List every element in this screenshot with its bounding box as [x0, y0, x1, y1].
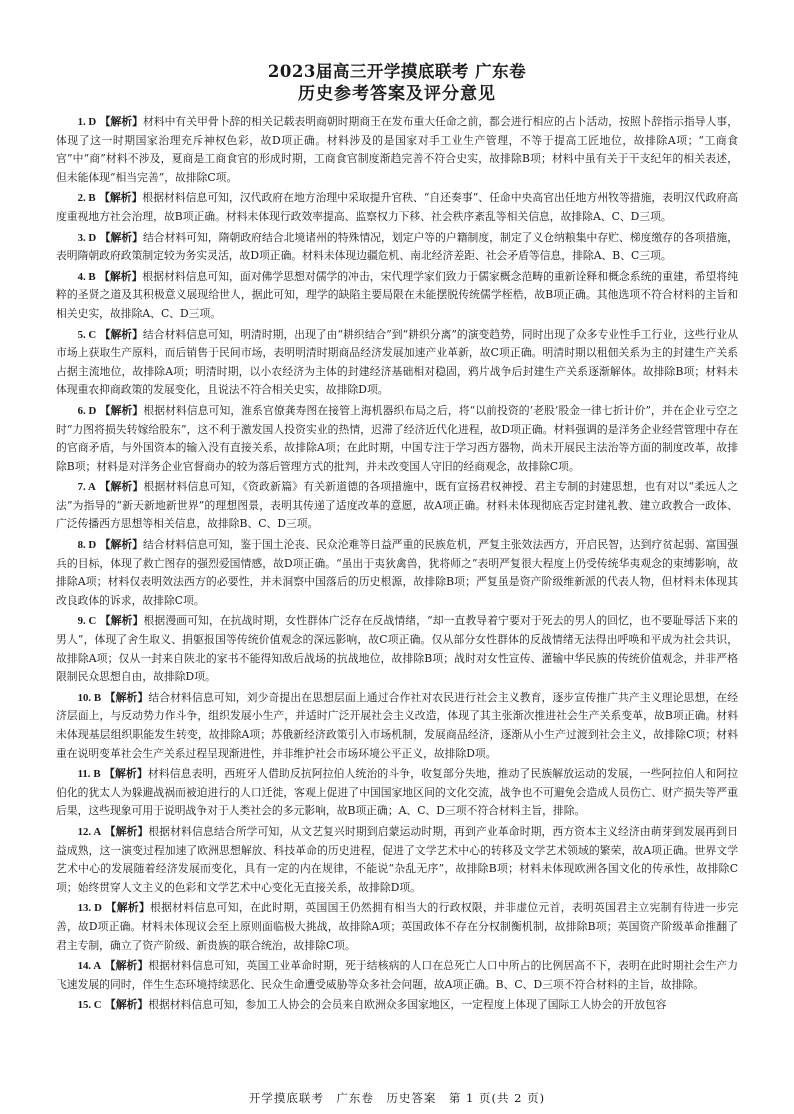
answer-explanation: 材料信息表明，西班牙人借助反抗阿拉伯人统治的斗争，收复部分失地，推动了民族解放运动的发展，一些阿拉伯人和阿拉伯化的犹太人为躲避战祸而被迫进行的人口迁徙，客观上促进了中国国家地区间的文化交流，战争也不可避免会造成人员伤亡、财产损失等严重后果，这些现象可用于说明战争对于人类社会的多元影响，故B项正确；A、C、D三项不符合材料主旨，排除。: [56, 767, 739, 818]
answer-number: 5. C: [77, 328, 97, 341]
exam-title: 2023届高三开学摸底联考 广东卷: [267, 62, 527, 81]
answer-item: [56, 402, 738, 476]
answer-number: 12. A: [77, 825, 102, 838]
answer-item: [56, 326, 738, 400]
analysis-tag: 【解析】: [105, 998, 149, 1012]
page-footer: 开学摸底联考 广东卷 历史答案 第 1 页(共 2 页): [248, 1091, 546, 1105]
answer-explanation: 根据材料信息可知，在此时期，英国国王仍然拥有相当大的行政权限，并非虚位元首，表明英国君主立宪制有待进一步完善，故D项正确。材料未体现议会至上原则面临极大挑战，故排除A项；英国政体不存在分权制衡机制，故排除B项；英国资产阶级革命推翻了君主专制，确立了资产阶级、新贵族的联合统治，故排除C项。: [56, 901, 739, 952]
analysis-tag: 【解析】: [99, 269, 143, 283]
answer-number: 4. B: [77, 270, 96, 283]
answer-number: 15. C: [77, 999, 102, 1012]
answer-explanation: 结合材料信息可知，刘少奇提出在思想层面上通过合作社对农民进行社会主义教育，逐步宣传推广共产主义理论思想，在经济层面上，与反动势力作斗争，组织发展小生产，并适时广泛开展社会主义改造，体现了其主张渐次推进社会生产关系变革，故B项正确。材料未体现基层组织职能发生转变，故排除A项；苏俄新经济政策引入市场机制，发展商品经济，逐渐从小生产过渡到社会主义，故排除C项；材料重在说明变革社会生产关系过程呈现渐进性，并非维护社会市场环境公平正义，故排除D项。: [56, 690, 738, 760]
answer-item: [56, 536, 738, 610]
answer-number: 6. D: [77, 404, 97, 417]
answer-item: [56, 113, 738, 187]
analysis-tag: 【解析】: [99, 115, 143, 128]
analysis-tag: 【解析】: [105, 901, 151, 915]
answer-explanation: 根据材料信息可知，英国工业革命时期，死于结核病的人口在总死亡人口中所占的比例居高不下，表明在此时期社会生产力飞速发展的同时，伴生生态环境持续恶化、民众生命遭受威胁等众多社会问题，故A项正确。B、C、D三项不符合材料的主旨，故排除。: [56, 959, 738, 991]
analysis-tag: 【解析】: [104, 824, 149, 838]
answer-list: [56, 113, 738, 1015]
answer-number: 10. B: [77, 691, 102, 704]
analysis-tag: 【解析】: [99, 614, 144, 628]
answer-explanation: 根据材料信息可知，面对佛学思想对儒学的冲击，宋代理学家们致力于儒家概念范畴的重新诠释和概念系统的重建，希望将纯粹的圣贤之道及其积极意义展现给世人，据此可知，理学的缺陷主要局限在未能摆脱传统儒学桎梏，故B项正确。其他选项不符合材料的主旨和相关史实，故排除A、C、D三项。: [56, 269, 739, 320]
analysis-tag: 【解析】: [99, 327, 143, 341]
analysis-tag: 【解析】: [99, 230, 143, 244]
answer-item: [56, 612, 738, 686]
answer-explanation: 根据材料信息结合所学可知，从文艺复兴时期到启蒙运动时期，再到产业革命时期，西方资本主义经济由萌芽到发展再到日益成熟，这一演变过程加速了欧洲思想解放、科技革命的历史进程，促进了文学艺术中心的转移及文学艺术领域的繁荣，故A项正确。世界文学艺术中心的发展随着经济发展而变化，具有一定的内在规律，不能说“杂乱无序”，故排除B项；材料未体现欧洲各国文化的传承性，故排除C项；始终贯穿人文主义的色彩和文学艺术中心变化无直接关系，故排除D项。: [56, 824, 738, 894]
answer-number: 14. A: [77, 960, 102, 973]
analysis-tag: 【解析】: [99, 480, 144, 494]
answer-explanation: 根据漫画可知，在抗战时期，女性群体广泛存在反战情绪，“却一直教导着宁要对于死去的男人的回忆，也不要耻辱活下来的男人”，体现了舍生取义、捐躯报国等传统价值观念的深远影响，故C项正确。仅从部分女性群体的反战情绪无法得出呼唤和平成为社会共识，故排除A项；仅从一封来自陕北的家书不能得知敌后战场的抗战地位，故排除B项；战时对女性宣传、灌输中华民族的传统价值观念，并非严格限制民众思想自由，故排除D项。: [56, 614, 739, 684]
answer-item: [56, 765, 738, 821]
document-subtitle: 历史参考答案及评分意见: [298, 84, 496, 104]
answer-number: 13. D: [77, 902, 102, 915]
answer-explanation: 根据材料信息可知，《资政新篇》有关新道德的各项措施中，既有宣扬君权神授、君主专制的封建思想，也有对以“柔远人之法”为指导的“新天新地新世界”的理想图景，表明其传递了适度改革的意愿，故A项正确。材料未体现彻底否定封建礼教、建立政教合一政体、广泛传播西方思想等相关信息，故排除B、C、D三项。: [56, 480, 739, 531]
answer-explanation: 根据材料信息可知，淮系官僚龚寿图在接管上海机器织布局之后，将“以前投资的‘老股’股金一律七折计价”，并在企业亏空之时“力图将损失转嫁给股东”，这不利于激发国人投资实业的热情，迟滞了经济近代化进程，故D项正确。材料强调的是洋务企业经营管理中存在的官商矛盾，与外国资本的输入没有直接关系，故排除A项；在此时期，中国专注于学习西方器物，尚未开展民主法治等方面的制度改革，故排除B项；材料是对洋务企业官督商办的较为落后管理方式的批判，并未改变国人守旧的经商观念，故排除C项。: [56, 403, 738, 473]
answer-explanation: 结合材料可知，隋朝政府结合北境诸州的特殊情况，划定户等的户籍制度，制定了义仓纳粮集中存贮、梯度缴存的各项措施，表明隋朝政府政策制定较为务实灵活，故D项正确。材料未体现边疆危机、南北经济差距、社会矛盾等信息，排除A、B、C三项。: [56, 230, 739, 263]
analysis-tag: 【解析】: [104, 767, 148, 781]
answer-number: 7. A: [77, 481, 96, 494]
analysis-tag: 【解析】: [104, 690, 149, 704]
analysis-tag: 【解析】: [99, 191, 143, 205]
analysis-tag: 【解析】: [99, 403, 144, 417]
answer-number: 1. D: [77, 116, 97, 128]
answer-explanation: 材料中有关甲骨卜辞的相关记载表明商朝时期商王在发布重大任命之前，都会进行相应的占卜活动，按照卜辞指示指导人事，体现了这一时期国家治理充斥神权色彩，故D项正确。材料涉及的是国家对手工业生产管理，不等于提高工匠地位，故排除A项；“工商食官”中“商”材料不涉及，夏商是工商食官的形成时期，工商食官制度渐趋完善不符合史实，故排除B项；材料中虽有关于干支纪年的相关表述，但未能体现“相当完善”，故排除C项。: [56, 115, 739, 184]
answer-item: [56, 899, 738, 955]
analysis-tag: 【解析】: [104, 959, 149, 973]
answer-item: [56, 229, 738, 266]
answer-item: [56, 823, 738, 897]
answer-item: [56, 996, 738, 1015]
answer-number: 8. D: [77, 539, 97, 552]
answer-number: 3. D: [77, 231, 97, 244]
answer-explanation: 结合材料信息可知，鉴于国土沦丧、民众沦难等日益严重的民族危机，严复主张效法西方，开启民智，达到疗贫起弱、富国强兵的目标，体现了救亡图存的强烈爱国情感，故D项正确。“虽出于夷狄禽兽，犹将师之”表明严复很大程度上仍受传统华夷观念的束缚影响，故排除A项；材料仅表明效法西方的必要性，并未洞察中国落后的历史根源，故排除B项；严复虽是资产阶级维新派的代表人物，但材料未体现其改良政体的诉求，故排除C项。: [56, 538, 739, 607]
answer-number: 2. B: [77, 192, 96, 205]
analysis-tag: 【解析】: [99, 538, 143, 552]
answer-number: 11. B: [77, 768, 101, 781]
answer-item: [56, 957, 738, 994]
answer-item: [56, 268, 738, 324]
answer-item: [56, 689, 738, 763]
answer-explanation: 根据材料信息可知，汉代政府在地方治理中采取提升官秩、“自还奏事”、任命中央高官出任地方州牧等措施，表明汉代政府高度重视地方社会治理，故B项正确。材料未体现行政效率提高、监察权力下移、社会秩序紊乱等相关信息，故排除A、C、D三项。: [56, 191, 739, 223]
answer-explanation: 根据材料信息可知，参加工人协会的会员来自欧洲众多国家地区，一定程度上体现了国际工人协会的开放包容: [148, 998, 667, 1012]
answer-item: [56, 189, 738, 226]
answer-number: 9. C: [77, 615, 97, 628]
answer-item: [56, 478, 738, 534]
answer-explanation: 结合材料信息可知，明清时期，出现了由“耕织结合”到“耕织分离”的演变趋势，同时出现了众多专业性手工行业，这些行业从市场上获取生产原料，而后销售于民间市场，表明明清时期商品经济发展加速产业革新，故C项正确。明清时期以租佃关系为主的封建生产关系占据主流地位，故排除A项；明清时期，以小农经济为主体的封建经济基础相对稳固，鸦片战争后封建生产关系逐渐解体。故排除B项；材料未体现重农抑商政策的发展变化，且说法不符合相关史实，故排除D项。: [56, 327, 738, 397]
